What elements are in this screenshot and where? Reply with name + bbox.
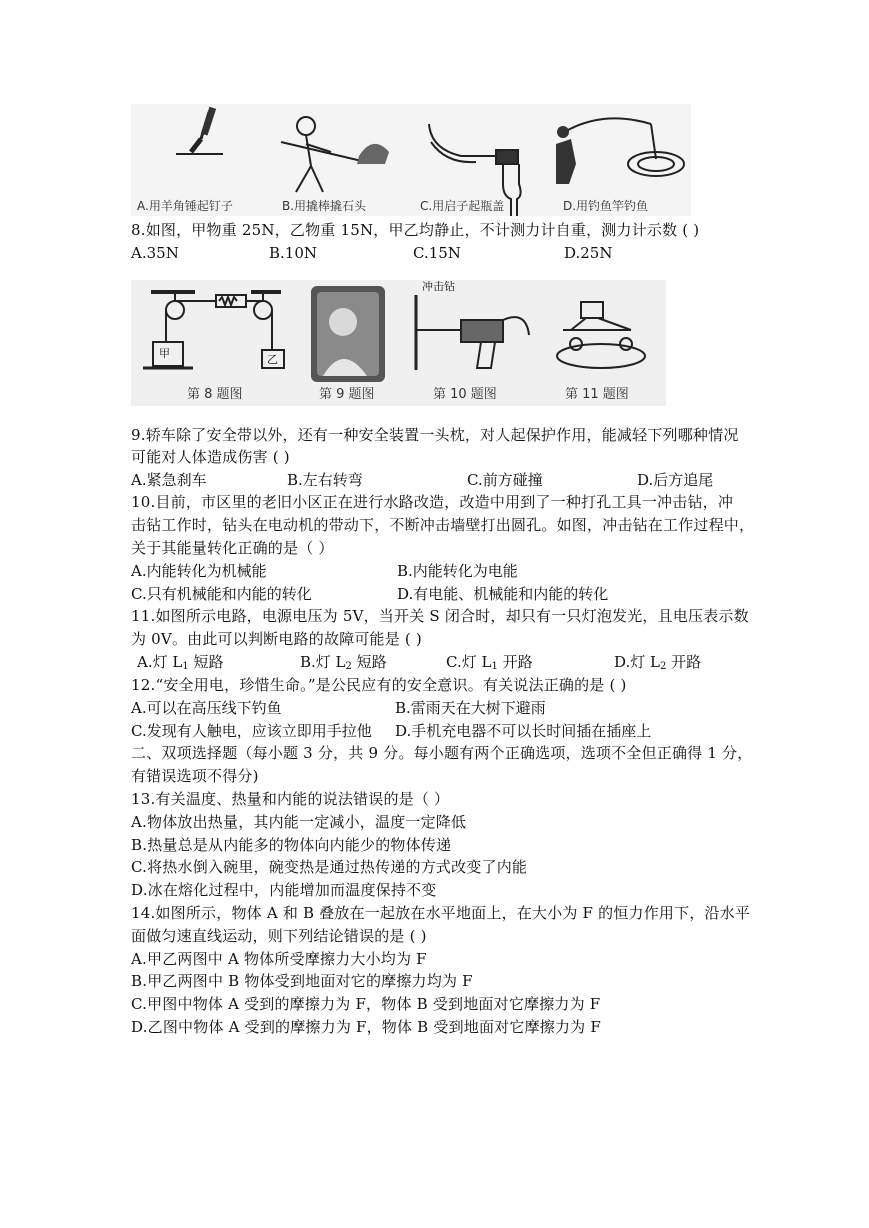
section-2-heading-line-1: 二、双项选择题（每小题 3 分，共 9 分。每小题有两个正确选项，选项不全但正确得 1 分， [131,744,753,762]
fig8-label-yi: 乙 [267,353,278,366]
q13-option-a: A.物体放出热量，其内能一定减小，温度一定降低 [131,813,467,831]
question-10-stem-line-1: 10.目前，市区里的老旧小区正在进行水路改造，改造中用到了一种打孔工具一冲击钻，冲 [131,493,734,511]
question-9-stem-line-1: 9.轿车除了安全带以外，还有一种安全装置一头枕，对人起保护作用，能减轻下列哪种情况 [131,426,739,444]
q11-option-b-sub: 2 [345,661,352,672]
q11-option-c-sub: 1 [491,661,498,672]
q11-option-d-sub: 2 [660,661,667,672]
figure-caption-d: D.用钓鱼竿钓鱼 [563,199,649,213]
q10-option-d: D.有电能、机械能和内能的转化 [397,585,609,603]
q8-option-d: D.25N [564,244,613,262]
q11-option-d-text: D.灯 L [614,653,660,671]
fig8-label-jia: 甲 [159,347,170,360]
question-8-stem: 8.如图，甲物重 25N，乙物重 15N，甲乙均静止，不计测力计自重，测力计示数 ( ) [131,221,700,239]
q11-option-b-text: B.灯 L [300,653,346,671]
q11-option-c-suffix: 开路 [497,653,533,671]
q14-option-c: C.甲图中物体 A 受到的摩擦力为 F，物体 B 受到地面对它摩擦力为 F [131,995,601,1013]
q8-option-c: C.15N [413,244,461,262]
q8-option-a: A.35N [131,244,179,262]
q10-option-b: B.内能转化为电能 [397,562,518,580]
q9-option-b: B.左右转弯 [287,471,363,489]
q11-option-a-suffix: 短路 [188,653,224,671]
lever-figures-strip [131,104,691,216]
question-10-stem-line-2: 击钻工作时，钻头在电动机的带动下，不断冲击墙壁打出圆孔。如图，冲击钻在工作过程中， [131,516,755,534]
q14-option-d: D.乙图中物体 A 受到的摩擦力为 F，物体 B 受到地面对它摩擦力为 F [131,1018,601,1036]
q12-option-b: B.雷雨天在大树下避雨 [395,699,546,717]
figure-caption-10: 第 10 题图 [433,387,497,402]
question-figures-strip [131,280,666,406]
figure-caption-8: 第 8 题图 [187,387,243,402]
question-9-stem-line-2: 可能对人体造成伤害 ( ) [131,448,290,466]
question-11-stem-line-2: 为 0V。由此可以判断电路的故障可能是 ( ) [131,630,422,648]
q14-option-b: B.甲乙两图中 B 物体受到地面对它的摩擦力均为 F [131,972,473,990]
question-14-stem-line-2: 面做匀速直线运动，则下列结论错误的是 ( ) [131,927,427,945]
q10-option-a: A.内能转化为机械能 [131,562,267,580]
q13-option-d: D.冰在熔化过程中，内能增加而温度保持不变 [131,881,437,899]
question-10-stem-line-3: 关于其能量转化正确的是（ ） [131,539,334,557]
section-2-heading-line-2: 有错误选项不得分) [131,767,259,785]
q9-option-a: A.紧急刹车 [131,471,207,489]
q13-option-b: B.热量总是从内能多的物体向内能少的物体传递 [131,836,452,854]
q11-option-d [614,652,701,677]
figure-caption-11: 第 11 题图 [565,387,629,402]
question-11-stem-line-1: 11.如图所示电路，电源电压为 5V，当开关 S 闭合时，却只有一只灯泡发光，且电压表示数 [131,607,749,625]
question-14-stem-line-1: 14.如图所示，物体 A 和 B 叠放在一起放在水平地面上，在大小为 F 的恒力作用下，沿水平 [131,904,751,922]
q11-option-d-suffix: 开路 [666,653,702,671]
q11-option-a-text: A.灯 L [137,653,183,671]
q11-option-b-suffix: 短路 [351,653,387,671]
q11-option-c-text: C.灯 L [446,653,492,671]
question-12-stem: 12.“安全用电，珍惜生命。”是公民应有的安全意识。有关说法正确的是 ( ) [131,676,627,694]
q12-option-a: A.可以在高压线下钓鱼 [131,699,282,717]
q12-option-c: C.发现有人触电，应该立即用手拉他 [131,722,372,740]
q14-option-a: A.甲乙两图中 A 物体所受摩擦力大小均为 F [131,950,427,968]
q11-option-b [300,652,387,677]
question-13-stem: 13.有关温度、热量和内能的说法错误的是（ ） [131,790,450,808]
q9-option-c: C.前方碰撞 [467,471,543,489]
figure-caption-c: C.用启子起瓶盖 [420,199,505,213]
q11-option-c [446,652,533,677]
figure-caption-b: B.用撬棒撬石头 [282,199,367,213]
fig10-label-drill: 冲击钻 [422,280,455,293]
q10-option-c: C.只有机械能和内能的转化 [131,585,312,603]
q12-option-d: D.手机充电器不可以长时间插在插座上 [395,722,652,740]
figure-caption-a: A.用羊角锤起钉子 [137,199,233,213]
q8-option-b: B.10N [269,244,318,262]
q9-option-d: D.后方追尾 [637,471,714,489]
q11-option-a-sub: 1 [182,661,189,672]
q13-option-c: C.将热水倒入碗里，碗变热是通过热传递的方式改变了内能 [131,858,528,876]
q11-option-a [137,652,224,677]
figure-caption-9: 第 9 题图 [319,387,375,402]
